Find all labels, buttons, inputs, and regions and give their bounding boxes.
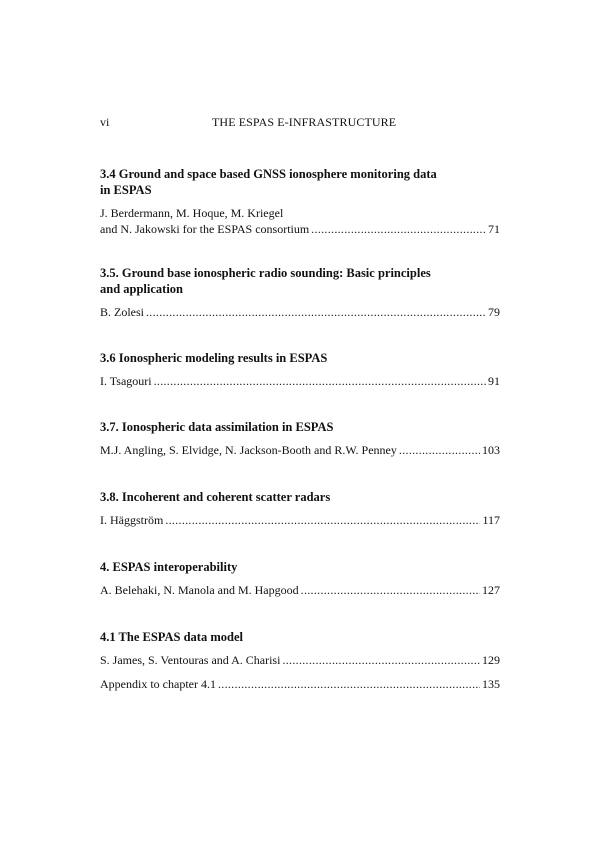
toc-line[interactable] bbox=[100, 304, 500, 320]
toc-entry-4-1 bbox=[100, 629, 500, 692]
toc-line[interactable] bbox=[100, 221, 500, 237]
leader-dots bbox=[146, 304, 486, 320]
entry-title: 3.4 Ground and space based GNSS ionosphere monitoring data in ESPAS bbox=[100, 167, 437, 197]
entry-title: 3.8. Incoherent and coherent scatter radars bbox=[100, 490, 331, 504]
toc-line[interactable] bbox=[100, 676, 500, 692]
entry-page: 135 bbox=[482, 677, 500, 691]
toc-entry-4 bbox=[100, 559, 500, 598]
entry-title: 3.5. Ground base ionospheric radio sounding: Basic principles and application bbox=[100, 266, 431, 296]
entry-authors: M.J. Angling, S. Elvidge, N. Jackson-Booth and R.W. Penney bbox=[100, 443, 397, 457]
entry-page: 129 bbox=[482, 653, 500, 667]
leader-dots bbox=[311, 221, 486, 237]
leader-dots bbox=[154, 373, 486, 389]
toc-line[interactable] bbox=[100, 652, 500, 668]
leader-dots bbox=[301, 582, 480, 598]
page-header bbox=[100, 115, 500, 131]
toc-line[interactable] bbox=[100, 373, 500, 389]
entry-page: 79 bbox=[488, 305, 500, 319]
toc-entry-3-8 bbox=[100, 489, 500, 528]
entry-authors: S. James, S. Ventouras and A. Charisi bbox=[100, 653, 281, 667]
page-number: vi bbox=[100, 115, 110, 129]
entry-authors: A. Belehaki, N. Manola and M. Hapgood bbox=[100, 583, 299, 597]
toc-entry-3-4 bbox=[100, 166, 500, 237]
leader-dots bbox=[165, 512, 480, 528]
leader-dots bbox=[399, 442, 480, 458]
entry-title: 4.1 The ESPAS data model bbox=[100, 630, 243, 644]
toc-line[interactable] bbox=[100, 442, 500, 458]
entry-title: 3.7. Ionospheric data assimilation in ESPAS bbox=[100, 420, 334, 434]
leader-dots bbox=[218, 676, 480, 692]
entry-authors: J. Berdermann, M. Hoque, M. Kriegel bbox=[100, 206, 284, 220]
toc-entry-3-5 bbox=[100, 265, 500, 320]
leader-dots bbox=[282, 652, 480, 668]
entry-page: 91 bbox=[488, 374, 500, 388]
toc-entry-3-6 bbox=[100, 350, 500, 389]
entry-page: 103 bbox=[482, 443, 500, 457]
entry-page: 71 bbox=[488, 222, 500, 236]
entry-title: 4. ESPAS interoperability bbox=[100, 560, 238, 574]
entry-page: 127 bbox=[482, 583, 500, 597]
entry-authors: I. Häggström bbox=[100, 513, 164, 527]
toc-line[interactable] bbox=[100, 512, 500, 528]
entry-title: 3.6 Ionospheric modeling results in ESPAS bbox=[100, 351, 328, 365]
running-title: THE ESPAS E-INFRASTRUCTURE bbox=[212, 115, 397, 129]
toc-line[interactable] bbox=[100, 582, 500, 598]
entry-authors: and N. Jakowski for the ESPAS consortium bbox=[100, 222, 310, 236]
entry-page: 117 bbox=[482, 513, 500, 527]
entry-authors: B. Zolesi bbox=[100, 305, 144, 319]
toc-entry-3-7 bbox=[100, 419, 500, 458]
entry-authors: I. Tsagouri bbox=[100, 374, 152, 388]
entry-appendix: Appendix to chapter 4.1 bbox=[100, 677, 216, 691]
